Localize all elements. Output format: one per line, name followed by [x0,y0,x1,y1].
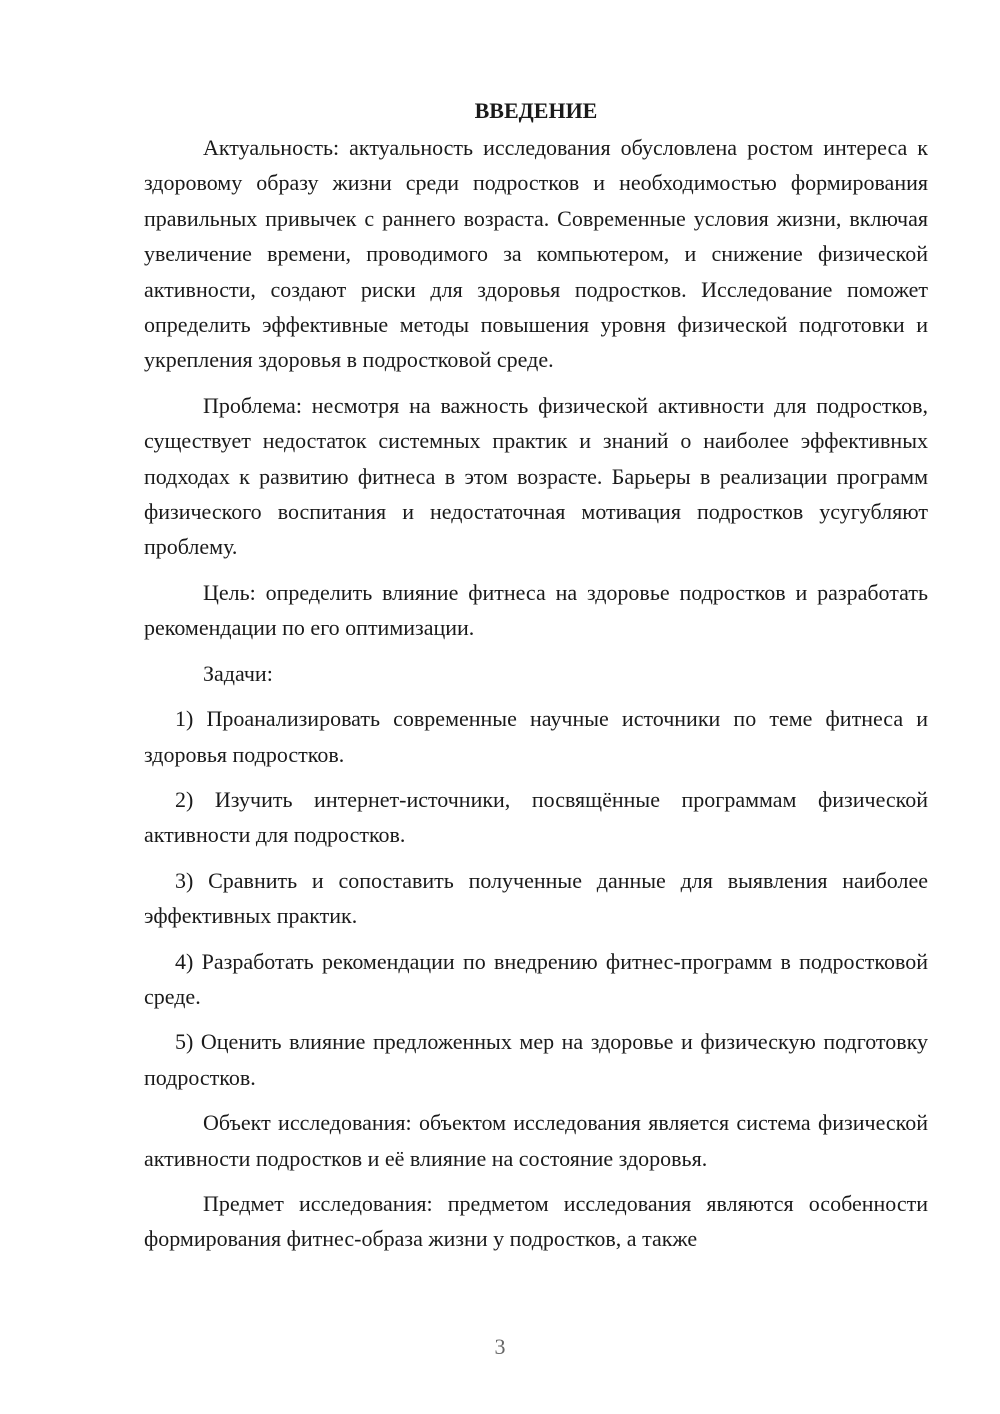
paragraph-subject: Предмет исследования: предметом исследования являются особенности формирования фитнес-образа жизни у подростков, а также [144,1190,928,1252]
page-number: 3 [494,1334,506,1359]
task-item-4: 4) Разработать рекомендации по внедрению фитнес-программ в подростковой среде. [144,948,928,1009]
paragraph-object: Объект исследования: объектом исследования является система физической активности подростков и её влияние на состояние здоровья. [144,1110,928,1171]
page-heading: ВВЕДЕНИЕ [474,98,598,123]
task-item-2: 2) Изучить интернет-источники, посвящённые программам физической активности для подростков. [144,786,928,848]
paragraph-goal: Цель: определить влияние фитнеса на здоровье подростков и разработать рекомендации по его оптимизации. [144,579,928,641]
paragraph-problem: Проблема: несмотря на важность физической активности для подростков, существует недостаток системных практик и знаний о наиболее эффективных подходах к развитию фитнеса в этом возрасте. Барьеры в реализации программ физического воспитания и недостаточная мотивация подростков усугубляют проблему. [144,392,928,560]
task-item-1: 1) Проанализировать современные научные источники по теме фитнеса и здоровья подростков. [144,706,928,767]
task-item-3: 3) Сравнить и сопоставить полученные данные для выявления наиболее эффективных практик. [144,867,928,929]
tasks-label: Задачи: [203,660,273,686]
page-content [144,96,928,1267]
paragraph-relevance: Актуальность: актуальность исследования обусловлена ростом интереса к здоровому образу жизни среди подростков и необходимостью формирования правильных привычек с раннего возраста. Современные условия жизни, включая увеличение времени, проводимого за компьютером, и снижение физической активности, создают риски для здоровья подростков. Исследование поможет определить эффективные методы повышения уровня физической подготовки и укрепления здоровья в подростковой среде. [144,135,928,373]
task-item-5: 5) Оценить влияние предложенных мер на здоровье и физическую подготовку подростков. [144,1029,928,1090]
